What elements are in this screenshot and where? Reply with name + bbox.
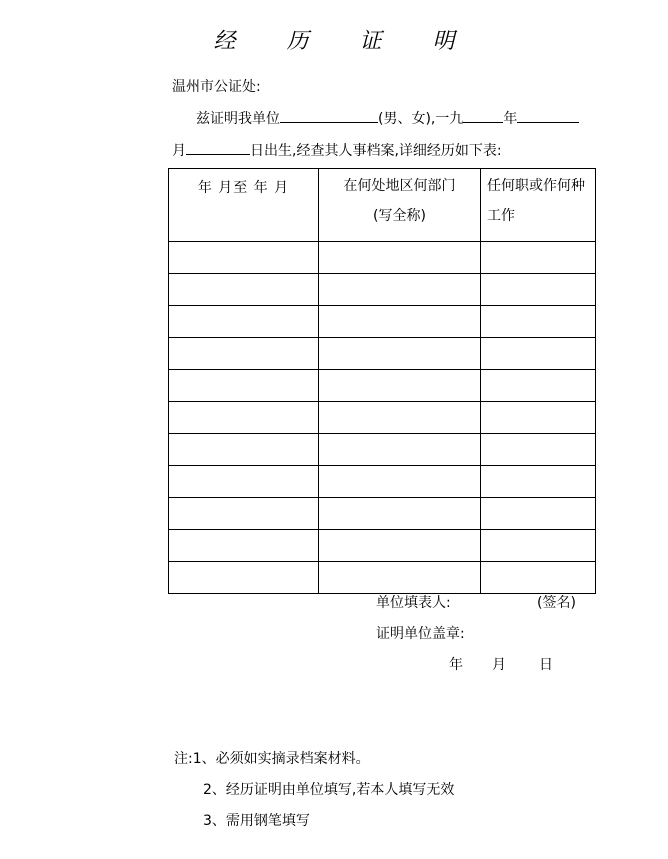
intro-rest: 日出生,经查其人事档案,详细经历如下表: bbox=[250, 143, 502, 159]
header-period-text: 年 月至 年 月 bbox=[197, 180, 290, 196]
date-month: 月 bbox=[492, 657, 506, 673]
job-cell[interactable] bbox=[481, 306, 596, 338]
header-job bbox=[481, 169, 596, 242]
gender-text: (男、女),一九 bbox=[378, 111, 464, 127]
table-row bbox=[169, 434, 596, 466]
birth-month-pre-blank[interactable] bbox=[517, 108, 579, 123]
department-cell[interactable] bbox=[319, 338, 481, 370]
job-cell[interactable] bbox=[481, 402, 596, 434]
month-label: 月 bbox=[172, 143, 186, 159]
period-cell[interactable] bbox=[169, 338, 319, 370]
page-title: 经 历 证 明 bbox=[213, 29, 477, 54]
department-cell[interactable] bbox=[319, 434, 481, 466]
table-row bbox=[169, 402, 596, 434]
header-job-line2: 工作 bbox=[487, 208, 515, 224]
department-cell[interactable] bbox=[319, 466, 481, 498]
note-1: 注:1、必须如实摘录档案材料。 bbox=[174, 751, 370, 767]
table-row bbox=[169, 562, 596, 594]
job-cell[interactable] bbox=[481, 242, 596, 274]
unit-name-blank[interactable] bbox=[280, 108, 378, 123]
table-row bbox=[169, 370, 596, 402]
header-dept-line2: (写全称) bbox=[373, 208, 426, 224]
filler-label: 单位填表人: bbox=[376, 595, 451, 611]
intro-prefix: 兹证明我单位 bbox=[196, 111, 280, 127]
department-cell[interactable] bbox=[319, 242, 481, 274]
experience-table bbox=[168, 168, 596, 594]
table-row bbox=[169, 242, 596, 274]
note-3: 3、需用钢笔填写 bbox=[203, 813, 310, 829]
job-cell[interactable] bbox=[481, 338, 596, 370]
table-body bbox=[169, 242, 596, 594]
intro-line-1 bbox=[196, 108, 579, 128]
table-row bbox=[169, 306, 596, 338]
job-cell[interactable] bbox=[481, 466, 596, 498]
period-cell[interactable] bbox=[169, 466, 319, 498]
table-row bbox=[169, 274, 596, 306]
job-cell[interactable] bbox=[481, 498, 596, 530]
header-dept-line1: 在何处地区何部门 bbox=[343, 178, 456, 194]
period-cell[interactable] bbox=[169, 242, 319, 274]
period-cell[interactable] bbox=[169, 370, 319, 402]
birth-year-blank[interactable] bbox=[463, 108, 503, 123]
intro-line-2 bbox=[172, 140, 502, 160]
period-cell[interactable] bbox=[169, 562, 319, 594]
date-day: 日 bbox=[539, 657, 553, 673]
period-cell[interactable] bbox=[169, 498, 319, 530]
period-cell[interactable] bbox=[169, 434, 319, 466]
job-cell[interactable] bbox=[481, 530, 596, 562]
period-cell[interactable] bbox=[169, 274, 319, 306]
job-cell[interactable] bbox=[481, 274, 596, 306]
job-cell[interactable] bbox=[481, 562, 596, 594]
table-row bbox=[169, 530, 596, 562]
header-department bbox=[319, 169, 481, 242]
table-header-row bbox=[169, 169, 596, 242]
job-cell[interactable] bbox=[481, 434, 596, 466]
sign-note: (签名) bbox=[537, 595, 576, 611]
department-cell[interactable] bbox=[319, 402, 481, 434]
department-cell[interactable] bbox=[319, 530, 481, 562]
department-cell[interactable] bbox=[319, 306, 481, 338]
department-cell[interactable] bbox=[319, 274, 481, 306]
department-cell[interactable] bbox=[319, 498, 481, 530]
period-cell[interactable] bbox=[169, 402, 319, 434]
department-cell[interactable] bbox=[319, 562, 481, 594]
header-job-line1: 任何职或作何种 bbox=[487, 178, 585, 194]
table-row bbox=[169, 338, 596, 370]
job-cell[interactable] bbox=[481, 370, 596, 402]
department-cell[interactable] bbox=[319, 370, 481, 402]
note-2: 2、经历证明由单位填写,若本人填写无效 bbox=[203, 782, 455, 798]
recipient-line: 温州市公证处: bbox=[172, 79, 261, 95]
period-cell[interactable] bbox=[169, 530, 319, 562]
year-label: 年 bbox=[503, 111, 518, 127]
table-row bbox=[169, 466, 596, 498]
period-cell[interactable] bbox=[169, 306, 319, 338]
header-period bbox=[169, 169, 319, 242]
date-year: 年 bbox=[449, 657, 463, 673]
birth-day-blank[interactable] bbox=[186, 140, 250, 155]
seal-label: 证明单位盖章: bbox=[376, 626, 465, 642]
table-row bbox=[169, 498, 596, 530]
